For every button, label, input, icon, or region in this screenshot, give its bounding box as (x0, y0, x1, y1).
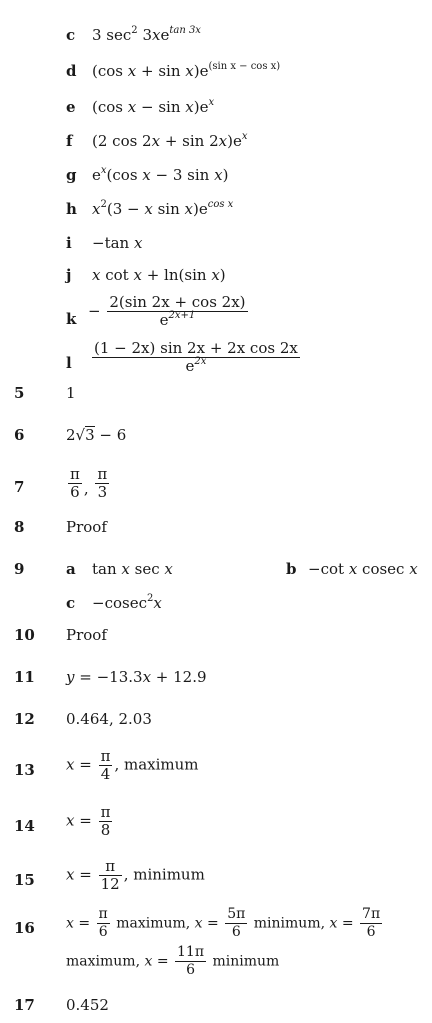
fraction: $\frac{\pi}{12}$ (100, 857, 120, 893)
part-letter: c (66, 26, 76, 44)
question-number: 12 (14, 710, 35, 728)
answer-text: x = $\frac{\pi}{12}$ , minimum (66, 857, 205, 893)
fraction: $\frac{\pi}{4}$ (100, 747, 111, 783)
part-letter: j (66, 266, 72, 284)
answer-text: $x^2(3 - x$ $\sin x)e^{cos x}$ (92, 199, 234, 218)
fraction: $\frac{\text{(1 − 2x) sin 2x + 2x cos 2x}}{e^{2x}}$ (94, 339, 298, 375)
fraction: $\frac{7\pi}{6}$ (362, 906, 381, 940)
part-letter: c (66, 594, 76, 612)
answer-text (90, 340, 302, 375)
fraction: $\frac{\pi}{8}$ (100, 803, 111, 839)
answer-text: − $\frac{2(\sin 2x + \cos 2x)}{e^{2x+1}}$ (88, 293, 246, 329)
answer-text: $e^x(\cos$ x − 3 sin x) (92, 165, 229, 184)
answer-text: $\frac{\pi}{6}$ , $\frac{\pi}{3}$ (70, 465, 108, 501)
part-letter: e (66, 98, 76, 116)
question-number: 6 (14, 426, 25, 444)
question-number: 17 (14, 996, 35, 1014)
answer-text: −tan x (92, 234, 143, 252)
answer-text: 2√3 − 6 (66, 426, 127, 444)
question-number: 11 (14, 668, 35, 686)
question-number: 5 (14, 384, 25, 402)
part-letter: a (66, 560, 76, 578)
fraction: $\frac{\pi}{6}$ (70, 465, 80, 501)
answer-text: (cos $x + \sin x)e^{(sin x - cos x)}$ (92, 61, 281, 80)
question-number: 7 (14, 478, 25, 496)
fraction: $\frac{2(\sin 2x + \cos 2x)}{e^{2x+1}}$ (109, 293, 246, 329)
part-letter: g (66, 166, 77, 184)
question-number: 13 (14, 761, 35, 779)
question-number: 8 (14, 518, 25, 536)
part-letter: i (66, 234, 72, 252)
answer-text: (2 $\cos 2x + \sin 2x)e^x$ (92, 131, 248, 150)
answer-text: −cot x cosec x (308, 560, 418, 578)
answer-text: x = $\frac{\pi}{4}$ , maximum (66, 747, 199, 783)
answer-text: x = $\frac{\pi}{6}$ maximum, x = $\frac{5\pi}{6}$ minimum, x = $\frac{7\pi}{6}$ (66, 906, 381, 940)
question-number: 14 (14, 817, 35, 835)
fraction: $\frac{11\pi}{6}$ (177, 944, 205, 978)
answer-text: maximum, x = $\frac{11\pi}{6}$ minimum (66, 944, 280, 978)
answer-text: Proof (66, 626, 107, 644)
part-letter: h (66, 200, 77, 218)
fraction: $\frac{5\pi}{6}$ (227, 906, 246, 940)
part-letter: d (66, 62, 77, 80)
answer-text: 3 $\sec^2 3xe^{tan 3x}$ (92, 25, 201, 44)
question-number: 15 (14, 871, 35, 889)
answer-text: 0.452 (66, 996, 109, 1014)
part-letter: b (286, 560, 297, 578)
answer-text: 0.464, 2.03 (66, 710, 152, 728)
answer-text: tan x sec x (92, 560, 173, 578)
answer-text: x = $\frac{\pi}{8}$ (66, 803, 111, 839)
answer-text: x cot x + ln(sin x) (92, 266, 226, 284)
fraction: $\frac{\pi}{3}$ (97, 465, 108, 501)
answer-text: Proof (66, 518, 107, 536)
answer-text: −cosec$^2$x (92, 593, 162, 612)
answer-text: (cos $x - \sin x)e^x$ (92, 97, 215, 116)
part-letter: k (66, 310, 77, 328)
part-letter: f (66, 132, 73, 150)
question-number: 9 (14, 560, 25, 578)
answer-text: 1 (66, 384, 76, 402)
question-number: 16 (14, 919, 35, 937)
question-number: 10 (14, 626, 35, 644)
answer-text: y = −13.3x + 12.9 (66, 668, 207, 686)
fraction: $\frac{\pi}{6}$ (98, 906, 108, 940)
part-letter: l (66, 354, 72, 372)
